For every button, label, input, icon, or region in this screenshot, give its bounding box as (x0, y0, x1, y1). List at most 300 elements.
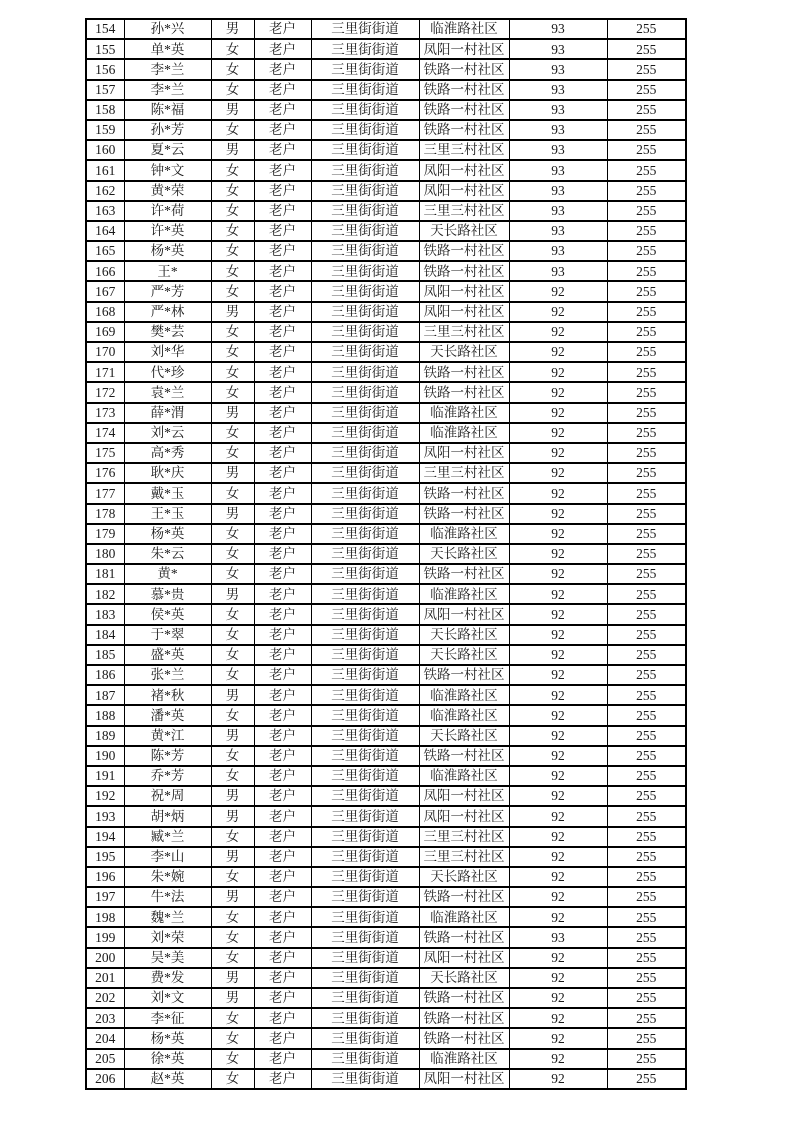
cell-community: 三里三村社区 (419, 140, 509, 160)
cell-value: 255 (607, 604, 686, 624)
cell-gender: 男 (211, 463, 254, 483)
cell-sequence-number: 166 (86, 261, 124, 281)
cell-gender: 女 (211, 201, 254, 221)
cell-household-type: 老户 (254, 584, 311, 604)
table-row (86, 685, 686, 705)
cell-street: 三里街街道 (311, 746, 419, 766)
cell-sequence-number: 193 (86, 806, 124, 826)
cell-street: 三里街街道 (311, 948, 419, 968)
cell-community: 凤阳一村社区 (419, 281, 509, 301)
table-row (86, 827, 686, 847)
cell-gender: 男 (211, 887, 254, 907)
cell-community: 凤阳一村社区 (419, 1069, 509, 1089)
cell-score: 92 (509, 786, 607, 806)
table-row (86, 423, 686, 443)
cell-household-type: 老户 (254, 443, 311, 463)
cell-sequence-number: 155 (86, 39, 124, 59)
table-row (86, 1028, 686, 1048)
cell-name: 杨*英 (124, 1028, 211, 1048)
cell-gender: 女 (211, 160, 254, 180)
cell-gender: 女 (211, 604, 254, 624)
cell-score: 93 (509, 261, 607, 281)
cell-gender: 女 (211, 382, 254, 402)
cell-household-type: 老户 (254, 504, 311, 524)
cell-sequence-number: 160 (86, 140, 124, 160)
cell-value: 255 (607, 1028, 686, 1048)
cell-gender: 男 (211, 847, 254, 867)
cell-name: 赵*英 (124, 1069, 211, 1089)
cell-sequence-number: 175 (86, 443, 124, 463)
cell-name: 耿*庆 (124, 463, 211, 483)
cell-community: 临淮路社区 (419, 423, 509, 443)
cell-score: 92 (509, 988, 607, 1008)
cell-street: 三里街街道 (311, 1028, 419, 1048)
table-row (86, 80, 686, 100)
cell-name: 单*英 (124, 39, 211, 59)
cell-gender: 男 (211, 504, 254, 524)
cell-value: 255 (607, 261, 686, 281)
cell-value: 255 (607, 968, 686, 988)
cell-gender: 女 (211, 483, 254, 503)
cell-household-type: 老户 (254, 887, 311, 907)
cell-sequence-number: 197 (86, 887, 124, 907)
cell-value: 255 (607, 827, 686, 847)
cell-community: 铁路一村社区 (419, 746, 509, 766)
table-row (86, 1069, 686, 1089)
cell-street: 三里街街道 (311, 705, 419, 725)
cell-street: 三里街街道 (311, 544, 419, 564)
cell-community: 铁路一村社区 (419, 241, 509, 261)
cell-gender: 女 (211, 625, 254, 645)
cell-gender: 女 (211, 867, 254, 887)
cell-sequence-number: 174 (86, 423, 124, 443)
cell-value: 255 (607, 382, 686, 402)
cell-community: 临淮路社区 (419, 1049, 509, 1069)
cell-gender: 女 (211, 705, 254, 725)
cell-street: 三里街街道 (311, 604, 419, 624)
cell-street: 三里街街道 (311, 1008, 419, 1028)
cell-score: 92 (509, 827, 607, 847)
cell-street: 三里街街道 (311, 645, 419, 665)
table-row (86, 705, 686, 725)
table-row (86, 786, 686, 806)
cell-household-type: 老户 (254, 907, 311, 927)
table-row (86, 766, 686, 786)
cell-gender: 女 (211, 221, 254, 241)
cell-household-type: 老户 (254, 342, 311, 362)
cell-value: 255 (607, 726, 686, 746)
cell-gender: 男 (211, 786, 254, 806)
cell-community: 铁路一村社区 (419, 988, 509, 1008)
cell-gender: 男 (211, 968, 254, 988)
cell-name: 刘*华 (124, 342, 211, 362)
cell-value: 255 (607, 625, 686, 645)
cell-sequence-number: 187 (86, 685, 124, 705)
cell-gender: 女 (211, 342, 254, 362)
cell-gender: 女 (211, 665, 254, 685)
cell-street: 三里街街道 (311, 685, 419, 705)
cell-street: 三里街街道 (311, 302, 419, 322)
cell-street: 三里街街道 (311, 968, 419, 988)
cell-street: 三里街街道 (311, 1049, 419, 1069)
cell-value: 255 (607, 1008, 686, 1028)
cell-score: 92 (509, 524, 607, 544)
cell-name: 徐*英 (124, 1049, 211, 1069)
cell-score: 92 (509, 342, 607, 362)
cell-street: 三里街街道 (311, 80, 419, 100)
cell-gender: 女 (211, 241, 254, 261)
cell-gender: 女 (211, 948, 254, 968)
cell-household-type: 老户 (254, 948, 311, 968)
cell-gender: 女 (211, 827, 254, 847)
cell-street: 三里街街道 (311, 342, 419, 362)
cell-value: 255 (607, 221, 686, 241)
cell-street: 三里街街道 (311, 140, 419, 160)
cell-sequence-number: 154 (86, 19, 124, 39)
cell-name: 严*芳 (124, 281, 211, 301)
table-row (86, 524, 686, 544)
cell-gender: 男 (211, 988, 254, 1008)
cell-household-type: 老户 (254, 403, 311, 423)
cell-value: 255 (607, 524, 686, 544)
cell-street: 三里街街道 (311, 463, 419, 483)
cell-sequence-number: 176 (86, 463, 124, 483)
cell-score: 93 (509, 19, 607, 39)
cell-value: 255 (607, 705, 686, 725)
cell-community: 铁路一村社区 (419, 504, 509, 524)
cell-sequence-number: 204 (86, 1028, 124, 1048)
cell-value: 255 (607, 665, 686, 685)
cell-score: 92 (509, 948, 607, 968)
cell-name: 黄*江 (124, 726, 211, 746)
cell-street: 三里街街道 (311, 524, 419, 544)
cell-sequence-number: 185 (86, 645, 124, 665)
cell-community: 天长路社区 (419, 221, 509, 241)
cell-value: 255 (607, 201, 686, 221)
cell-sequence-number: 189 (86, 726, 124, 746)
cell-value: 255 (607, 120, 686, 140)
cell-gender: 女 (211, 544, 254, 564)
cell-community: 天长路社区 (419, 968, 509, 988)
cell-street: 三里街街道 (311, 504, 419, 524)
cell-value: 255 (607, 786, 686, 806)
cell-street: 三里街街道 (311, 59, 419, 79)
cell-community: 凤阳一村社区 (419, 160, 509, 180)
cell-household-type: 老户 (254, 927, 311, 947)
cell-household-type: 老户 (254, 1008, 311, 1028)
cell-sequence-number: 191 (86, 766, 124, 786)
cell-gender: 女 (211, 281, 254, 301)
cell-score: 92 (509, 504, 607, 524)
cell-score: 92 (509, 1069, 607, 1089)
cell-sequence-number: 161 (86, 160, 124, 180)
table-row (86, 140, 686, 160)
table-row (86, 847, 686, 867)
cell-household-type: 老户 (254, 746, 311, 766)
cell-score: 92 (509, 1049, 607, 1069)
cell-street: 三里街街道 (311, 221, 419, 241)
cell-name: 慕*贵 (124, 584, 211, 604)
cell-household-type: 老户 (254, 281, 311, 301)
table-row (86, 160, 686, 180)
cell-community: 铁路一村社区 (419, 887, 509, 907)
table-row (86, 867, 686, 887)
table-row (86, 261, 686, 281)
cell-community: 铁路一村社区 (419, 483, 509, 503)
cell-community: 临淮路社区 (419, 19, 509, 39)
cell-value: 255 (607, 948, 686, 968)
cell-street: 三里街街道 (311, 927, 419, 947)
table-row (86, 19, 686, 39)
cell-household-type: 老户 (254, 564, 311, 584)
cell-community: 三里三村社区 (419, 322, 509, 342)
cell-gender: 女 (211, 524, 254, 544)
cell-name: 于*翠 (124, 625, 211, 645)
table-row (86, 483, 686, 503)
cell-value: 255 (607, 100, 686, 120)
cell-score: 93 (509, 120, 607, 140)
cell-household-type: 老户 (254, 1069, 311, 1089)
table-row (86, 322, 686, 342)
cell-score: 92 (509, 483, 607, 503)
cell-score: 93 (509, 221, 607, 241)
cell-community: 铁路一村社区 (419, 59, 509, 79)
cell-street: 三里街街道 (311, 584, 419, 604)
cell-community: 三里三村社区 (419, 827, 509, 847)
cell-community: 铁路一村社区 (419, 261, 509, 281)
cell-gender: 女 (211, 181, 254, 201)
cell-community: 铁路一村社区 (419, 927, 509, 947)
cell-score: 92 (509, 403, 607, 423)
cell-score: 92 (509, 867, 607, 887)
cell-household-type: 老户 (254, 766, 311, 786)
cell-value: 255 (607, 746, 686, 766)
cell-street: 三里街街道 (311, 261, 419, 281)
cell-score: 93 (509, 140, 607, 160)
cell-household-type: 老户 (254, 645, 311, 665)
cell-household-type: 老户 (254, 362, 311, 382)
cell-name: 臧*兰 (124, 827, 211, 847)
cell-name: 许*荷 (124, 201, 211, 221)
cell-community: 天长路社区 (419, 645, 509, 665)
cell-name: 李*兰 (124, 59, 211, 79)
cell-household-type: 老户 (254, 705, 311, 725)
cell-sequence-number: 172 (86, 382, 124, 402)
cell-sequence-number: 190 (86, 746, 124, 766)
cell-community: 铁路一村社区 (419, 362, 509, 382)
cell-community: 凤阳一村社区 (419, 302, 509, 322)
cell-value: 255 (607, 181, 686, 201)
cell-street: 三里街街道 (311, 786, 419, 806)
cell-value: 255 (607, 463, 686, 483)
cell-street: 三里街街道 (311, 1069, 419, 1089)
cell-score: 92 (509, 423, 607, 443)
cell-community: 凤阳一村社区 (419, 604, 509, 624)
cell-name: 王* (124, 261, 211, 281)
cell-household-type: 老户 (254, 685, 311, 705)
cell-gender: 女 (211, 261, 254, 281)
cell-name: 黄* (124, 564, 211, 584)
cell-score: 93 (509, 100, 607, 120)
cell-community: 天长路社区 (419, 726, 509, 746)
cell-household-type: 老户 (254, 241, 311, 261)
cell-community: 临淮路社区 (419, 705, 509, 725)
table-row (86, 241, 686, 261)
cell-street: 三里街街道 (311, 806, 419, 826)
cell-sequence-number: 192 (86, 786, 124, 806)
cell-name: 李*兰 (124, 80, 211, 100)
cell-street: 三里街街道 (311, 847, 419, 867)
cell-street: 三里街街道 (311, 443, 419, 463)
cell-score: 93 (509, 59, 607, 79)
cell-gender: 男 (211, 403, 254, 423)
cell-value: 255 (607, 927, 686, 947)
cell-household-type: 老户 (254, 847, 311, 867)
table-row (86, 887, 686, 907)
cell-name: 孙*芳 (124, 120, 211, 140)
cell-household-type: 老户 (254, 625, 311, 645)
cell-value: 255 (607, 584, 686, 604)
cell-street: 三里街街道 (311, 281, 419, 301)
cell-name: 戴*玉 (124, 483, 211, 503)
cell-sequence-number: 167 (86, 281, 124, 301)
cell-community: 铁路一村社区 (419, 564, 509, 584)
table-row (86, 342, 686, 362)
cell-name: 朱*云 (124, 544, 211, 564)
cell-street: 三里街街道 (311, 766, 419, 786)
cell-community: 临淮路社区 (419, 766, 509, 786)
table-row (86, 302, 686, 322)
cell-sequence-number: 173 (86, 403, 124, 423)
cell-name: 陈*福 (124, 100, 211, 120)
cell-gender: 女 (211, 322, 254, 342)
cell-name: 袁*兰 (124, 382, 211, 402)
cell-household-type: 老户 (254, 604, 311, 624)
cell-community: 铁路一村社区 (419, 80, 509, 100)
cell-value: 255 (607, 160, 686, 180)
cell-street: 三里街街道 (311, 100, 419, 120)
cell-name: 樊*芸 (124, 322, 211, 342)
cell-street: 三里街街道 (311, 241, 419, 261)
cell-value: 255 (607, 867, 686, 887)
cell-household-type: 老户 (254, 463, 311, 483)
cell-sequence-number: 196 (86, 867, 124, 887)
table-row (86, 59, 686, 79)
roster-body (86, 19, 686, 1089)
cell-score: 92 (509, 604, 607, 624)
cell-gender: 男 (211, 19, 254, 39)
cell-sequence-number: 202 (86, 988, 124, 1008)
roster-table (85, 18, 687, 1090)
cell-score: 92 (509, 887, 607, 907)
cell-household-type: 老户 (254, 201, 311, 221)
table-row (86, 1049, 686, 1069)
cell-gender: 男 (211, 726, 254, 746)
cell-value: 255 (607, 362, 686, 382)
cell-score: 93 (509, 241, 607, 261)
cell-name: 严*林 (124, 302, 211, 322)
cell-household-type: 老户 (254, 181, 311, 201)
cell-value: 255 (607, 483, 686, 503)
cell-household-type: 老户 (254, 160, 311, 180)
cell-name: 祝*周 (124, 786, 211, 806)
cell-value: 255 (607, 544, 686, 564)
cell-score: 92 (509, 322, 607, 342)
table-row (86, 100, 686, 120)
cell-sequence-number: 186 (86, 665, 124, 685)
cell-street: 三里街街道 (311, 564, 419, 584)
cell-sequence-number: 165 (86, 241, 124, 261)
cell-name: 许*英 (124, 221, 211, 241)
cell-score: 92 (509, 362, 607, 382)
cell-household-type: 老户 (254, 806, 311, 826)
cell-community: 三里三村社区 (419, 463, 509, 483)
cell-name: 牛*法 (124, 887, 211, 907)
table-row (86, 907, 686, 927)
cell-gender: 女 (211, 927, 254, 947)
cell-gender: 男 (211, 140, 254, 160)
table-row (86, 181, 686, 201)
table-row (86, 968, 686, 988)
cell-community: 临淮路社区 (419, 403, 509, 423)
cell-sequence-number: 201 (86, 968, 124, 988)
cell-sequence-number: 205 (86, 1049, 124, 1069)
cell-value: 255 (607, 988, 686, 1008)
cell-sequence-number: 194 (86, 827, 124, 847)
cell-score: 92 (509, 544, 607, 564)
cell-gender: 女 (211, 423, 254, 443)
cell-household-type: 老户 (254, 544, 311, 564)
cell-score: 92 (509, 665, 607, 685)
cell-street: 三里街街道 (311, 726, 419, 746)
cell-name: 侯*英 (124, 604, 211, 624)
cell-name: 刘*云 (124, 423, 211, 443)
cell-street: 三里街街道 (311, 867, 419, 887)
cell-value: 255 (607, 39, 686, 59)
cell-gender: 女 (211, 766, 254, 786)
cell-score: 93 (509, 927, 607, 947)
cell-name: 夏*云 (124, 140, 211, 160)
cell-gender: 女 (211, 1069, 254, 1089)
table-row (86, 746, 686, 766)
cell-score: 92 (509, 705, 607, 725)
cell-street: 三里街街道 (311, 120, 419, 140)
cell-gender: 男 (211, 584, 254, 604)
cell-value: 255 (607, 59, 686, 79)
cell-household-type: 老户 (254, 120, 311, 140)
cell-gender: 女 (211, 120, 254, 140)
cell-gender: 女 (211, 1028, 254, 1048)
cell-household-type: 老户 (254, 1049, 311, 1069)
cell-community: 天长路社区 (419, 867, 509, 887)
cell-score: 92 (509, 1028, 607, 1048)
cell-value: 255 (607, 766, 686, 786)
cell-sequence-number: 179 (86, 524, 124, 544)
cell-name: 钟*文 (124, 160, 211, 180)
cell-street: 三里街街道 (311, 160, 419, 180)
cell-street: 三里街街道 (311, 322, 419, 342)
table-row (86, 382, 686, 402)
cell-value: 255 (607, 302, 686, 322)
cell-street: 三里街街道 (311, 483, 419, 503)
table-row (86, 463, 686, 483)
cell-value: 255 (607, 1069, 686, 1089)
cell-street: 三里街街道 (311, 382, 419, 402)
cell-name: 杨*英 (124, 241, 211, 261)
cell-household-type: 老户 (254, 665, 311, 685)
table-row (86, 927, 686, 947)
cell-score: 92 (509, 907, 607, 927)
